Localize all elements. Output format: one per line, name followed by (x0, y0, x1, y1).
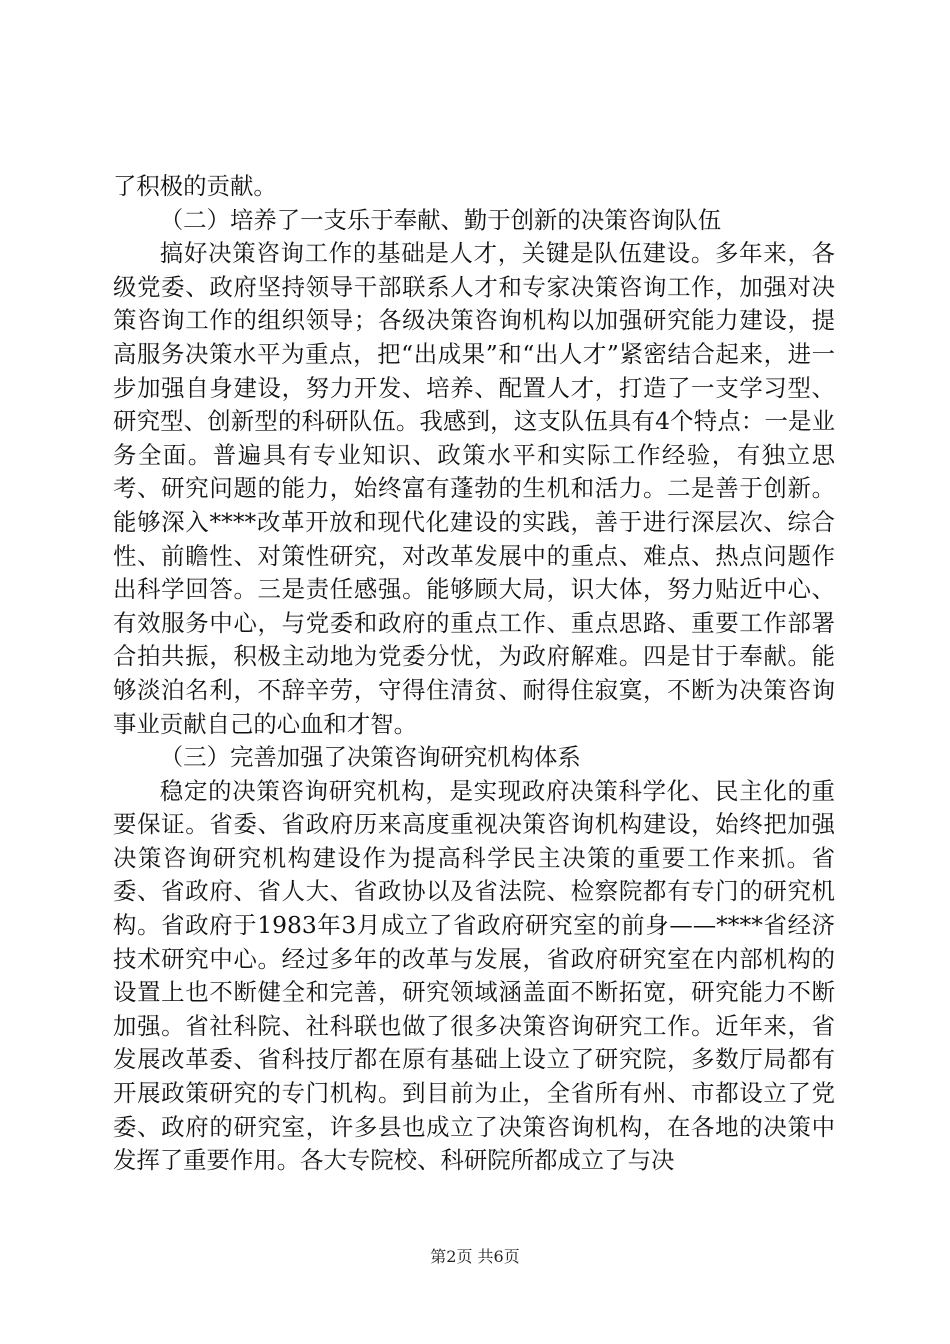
body-text (113, 170, 835, 1178)
paragraph-institutions: 稳定的决策咨询研究机构，是实现政府决策科学化、民主化的重要保证。省委、省政府历来高度重视决策咨询机构建设，始终把加强决策咨询研究机构建设作为提高科学民主决策的重要工作来抓。省委、省政府、省人大、省政协以及省法院、检察院都有专门的研究机构。省政府于1983年3月成立了省政府研究室的前身——****省经济技术研究中心。经过多年的改革与发展，省政府研究室在内部机构的设置上也不断健全和完善，研究领域涵盖面不断拓宽，研究能力不断加强。省社科院、社科联也做了很多决策咨询研究工作。近年来，省发展改革委、省科技厅都在原有基础上设立了研究院，多数厅局都有开展政策研究的专门机构。到目前为止，全省所有州、市都设立了党委、政府的研究室，许多县也成立了决策咨询机构，在各地的决策中发挥了重要作用。各大专院校、科研院所都成立了与决 (113, 776, 835, 1175)
section-heading-2: （二）培养了一支乐于奉献、勤于创新的决策咨询队伍 (159, 205, 722, 234)
section-heading-3: （三）完善加强了决策咨询研究机构体系 (159, 743, 581, 772)
paragraph-continuation: 了积极的贡献。 (113, 172, 277, 200)
page-footer: 第2页 共6页 (430, 1247, 520, 1266)
paragraph-team: 搞好决策咨询工作的基础是人才，关键是队伍建设。多年来，各级党委、政府坚持领导干部联系人才和专家决策咨询工作，加强对决策咨询工作的组织领导；各级决策咨询机构以加强研究能力建设，提高服务决策水平为重点，把“出成果”和“出人才”紧密结合起来，进一步加强自身建设，努力开发、培养、配置人才，打造了一支学习型、研究型、创新型的科研队伍。我感到，这支队伍具有4个特点：一是业务全面。普遍具有专业知识、政策水平和实际工作经验，有独立思考、研究问题的能力，始终富有蓬勃的生机和活力。二是善于创新。能够深入****改革开放和现代化建设的实践，善于进行深层次、综合性、前瞻性、对策性研究，对改革发展中的重点、难点、热点问题作出科学回答。三是责任感强。能够顾大局，识大体，努力贴近中心、有效服务中心，与党委和政府的重点工作、重点思路、重要工作部署合拍共振，积极主动地为党委分忧，为政府解难。四是甘于奉献。能够淡泊名利，不辞辛劳，守得住清贫、耐得住寂寞，不断为决策咨询事业贡献自己的心血和才智。 (113, 239, 835, 738)
